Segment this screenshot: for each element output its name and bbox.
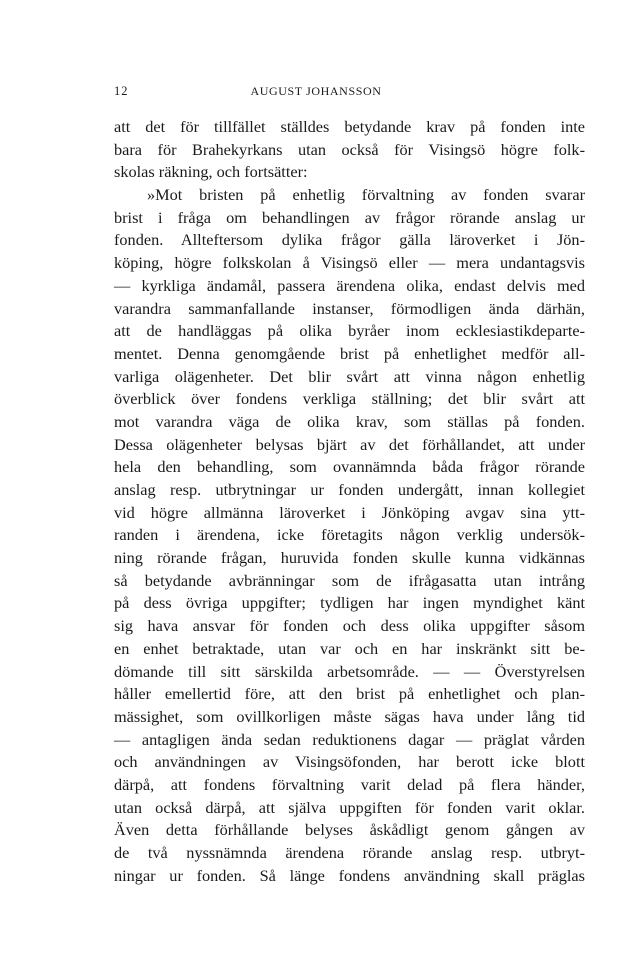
- text-line: dömande till sitt särskilda arbetsområde. — — Överstyrelsen: [114, 661, 585, 681]
- text-line: ning rörande frågan, huruvida fonden skulle kunna vidkännas: [114, 548, 585, 568]
- text-line: håller emellertid före, att den brist på enhetlighet och plan-: [114, 684, 585, 704]
- text-line: »Mot bristen på enhetlig förvaltning av fonden svarar: [147, 185, 585, 205]
- text-line: ningar ur fonden. Så länge fondens användning skall präglas: [114, 865, 585, 885]
- text-line: därpå, att fondens förvaltning varit delad på flera händer,: [114, 774, 585, 794]
- running-head: AUGUST JOHANSSON: [250, 84, 382, 98]
- text-line: mässighet, som ovillkorligen måste sägas hava under lång tid: [114, 706, 585, 726]
- text-line: och användningen av Visingsöfonden, har berott icke blott: [114, 752, 585, 772]
- text-line: brist i fråga om behandlingen av frågor rörande anslag ur: [114, 207, 585, 227]
- text-line: vid högre allmänna läroverket i Jönköping avgav sina ytt-: [114, 502, 585, 522]
- text-line: sig hava ansvar för fonden och dess olika uppgifter såsom: [114, 616, 585, 636]
- text-line: så betydande avbränningar som de ifrågasatta utan intrång: [114, 570, 585, 590]
- text-line: på dess övriga uppgifter; tydligen har ingen myndighet känt: [114, 593, 585, 613]
- text-line: Även detta förhållande belyses åskådligt genom gången av: [114, 820, 585, 840]
- page-number: 12: [114, 84, 129, 98]
- text-line: utan också därpå, att själva uppgiften för fonden varit oklar.: [114, 797, 585, 817]
- text-line: randen i ärendena, icke företagits någon verklig undersök-: [114, 525, 585, 545]
- text-line: anslag resp. utbrytningar ur fonden undergått, innan kollegiet: [114, 480, 585, 499]
- text-line: — kyrkliga ändamål, passera ärendena olika, endast delvis med: [114, 275, 585, 295]
- text-line: Dessa olägenheter belysas bjärt av det förhållandet, att under: [114, 434, 585, 454]
- text-line: köping, högre folkskolan å Visingsö eller — mera undantagsvis: [114, 253, 585, 273]
- text-line: fonden. Allteftersom dylika frågor gälla läroverket i Jön-: [114, 230, 585, 250]
- text-line: mentet. Denna genomgående brist på enhetlighet medför all-: [114, 343, 585, 363]
- text-line: skolas räkning, och fortsätter:: [114, 162, 308, 182]
- text-line: hela den behandling, som ovannämnda båda frågor rörande: [114, 457, 585, 477]
- text-line: mot varandra väga de olika krav, som ställas på fonden.: [114, 411, 585, 431]
- text-line: en enhet betraktade, utan var och en har inskränkt sitt be-: [114, 638, 585, 658]
- text-line: varliga olägenheter. Det blir svårt att vinna någon enhetlig: [114, 366, 585, 386]
- page-header: [0, 84, 632, 104]
- text-line: att de handläggas på olika byråer inom ecklesiastikdeparte-: [114, 321, 585, 341]
- text-line: de två nyssnämnda ärendena rörande anslag resp. utbryt-: [114, 843, 585, 862]
- text-line: varandra sammanfallande instanser, förmodligen ända därhän,: [114, 298, 585, 318]
- body-text: [114, 116, 585, 887]
- text-line: att det för tillfället ställdes betydande krav på fonden inte: [114, 117, 585, 136]
- text-line: — antagligen ända sedan reduktionens dagar — präglat vården: [114, 729, 585, 749]
- text-line: överblick över fondens verkliga ställning; det blir svårt att: [114, 389, 585, 409]
- text-line: bara för Brahekyrkans utan också för Visingsö högre folk-: [114, 139, 585, 159]
